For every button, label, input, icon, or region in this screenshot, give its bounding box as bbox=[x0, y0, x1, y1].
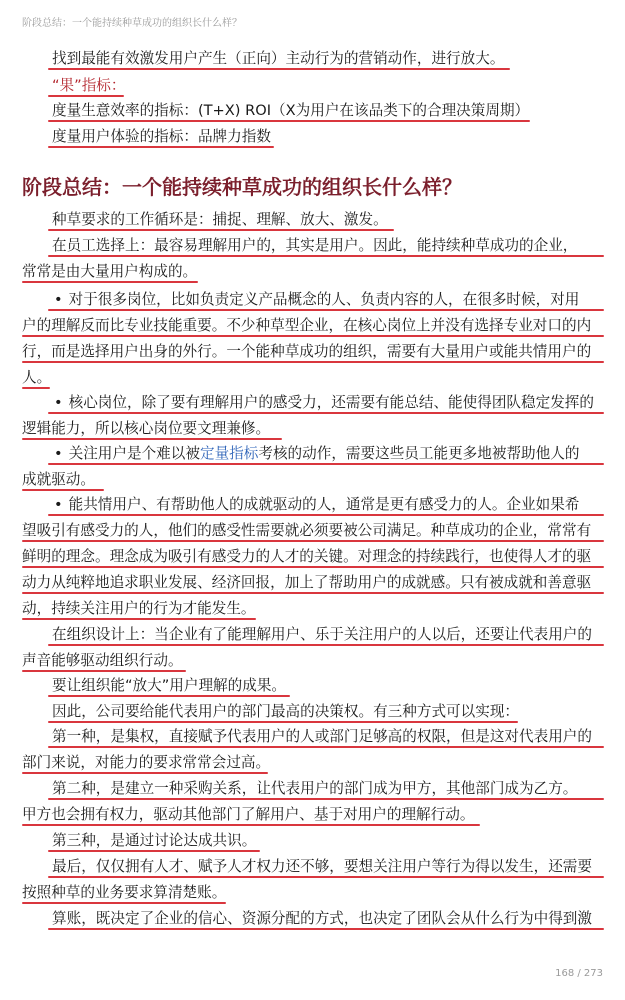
highlight-underline bbox=[22, 824, 480, 826]
text-line: 在员工选择上：最容易理解用户的，其实是用户。因此，能持续种草成功的企业， bbox=[52, 237, 578, 254]
fruit-indicator-label: “果”指标： bbox=[52, 77, 126, 94]
highlight-underline bbox=[48, 120, 530, 122]
highlight-underline bbox=[22, 438, 282, 440]
highlight-underline bbox=[48, 255, 604, 257]
text-line: 第一种，是集权，直接赋予代表用户的人或部门足够高的权限，但是这对代表用户的 bbox=[52, 728, 592, 745]
highlight-underline bbox=[22, 540, 604, 542]
highlight-underline bbox=[22, 902, 226, 904]
text-line: 甲方也会拥有权力，驱动其他部门了解用户、基于对用户的理解行动。 bbox=[22, 806, 475, 823]
text-line: 动，持续关注用户的行为才能发生。 bbox=[22, 600, 256, 617]
text-line: 度量生意效率的指标：(T+X) ROI（X为用户在该品类下的合理决策周期） bbox=[52, 102, 530, 119]
text-line: 行，而是选择用户出身的外行。一个能种草成功的组织，需要有大量用户或能共情用户的 bbox=[22, 343, 592, 360]
text-line: 第二种，是建立一种采购关系，让代表用户的部门成为甲方，其他部门成为乙方。 bbox=[52, 780, 578, 797]
quantitative-indicator-link[interactable]: 定量指标 bbox=[199, 445, 259, 462]
text-line: 望吸引有感受力的人，他们的感受性需要就必须要被公司满足。种草成功的企业，常常有 bbox=[22, 522, 592, 539]
page-indicator: 168 / 273 bbox=[555, 968, 603, 979]
highlight-underline bbox=[48, 928, 604, 930]
highlight-underline bbox=[22, 281, 198, 283]
text-line: 要让组织能“放大”用户理解的成果。 bbox=[52, 677, 287, 694]
highlight-underline bbox=[48, 146, 274, 148]
text-line: 按照种草的业务要求算清楚账。 bbox=[22, 884, 227, 901]
highlight-underline bbox=[48, 876, 604, 878]
text-line: 最后，仅仅拥有人才、赋予人才权力还不够，要想关注用户等行为得以发生，还需要 bbox=[52, 858, 592, 875]
highlight-underline bbox=[48, 309, 604, 311]
list-item: • 关注用户是个难以被定量指标考核的动作，需要这些员工能更多地被帮助他人的 bbox=[0, 441, 625, 467]
highlight-underline bbox=[48, 850, 260, 852]
highlight-underline bbox=[48, 95, 124, 97]
text-line: 鲜明的理念。理念成为吸引有感受力的人才的关键。对理念的持续践行，也使得人才的驱 bbox=[22, 548, 592, 565]
highlight-underline bbox=[22, 489, 104, 491]
text-line: 种草要求的工作循环是：捕捉、理解、放大、激发。 bbox=[52, 211, 388, 228]
highlight-underline bbox=[48, 721, 518, 723]
text-line: 找到最能有效激发用户产生（正向）主动行为的营销动作，进行放大。 bbox=[52, 50, 505, 67]
highlight-underline bbox=[22, 592, 604, 594]
list-item: • 核心岗位，除了要有理解用户的感受力，还需要有能总结、能使得团队稳定发挥的 bbox=[54, 394, 594, 411]
text-line: 度量用户体验的指标：品牌力指数 bbox=[52, 128, 271, 145]
highlight-underline bbox=[22, 772, 268, 774]
highlight-underline bbox=[22, 670, 186, 672]
list-item: • 能共情用户、有帮助他人的成就驱动的人，通常是更有感受力的人。企业如果希 bbox=[54, 496, 580, 513]
highlight-underline bbox=[48, 695, 290, 697]
highlight-underline bbox=[48, 746, 604, 748]
highlight-underline bbox=[48, 412, 604, 414]
highlight-underline bbox=[48, 229, 394, 231]
text-line: 部门来说，对能力的要求常常会过高。 bbox=[22, 754, 271, 771]
highlight-underline bbox=[22, 566, 604, 568]
text-line: 因此，公司要给能代表用户的部门最高的决策权。有三种方式可以实现： bbox=[52, 703, 520, 720]
highlight-underline bbox=[48, 798, 604, 800]
highlight-underline bbox=[48, 644, 604, 646]
text-line: 户的理解反而比专业技能重要。不少种草型企业，在核心岗位上并没有选择专业对口的内 bbox=[22, 317, 592, 334]
text-line: 声音能够驱动组织行动。 bbox=[22, 652, 183, 669]
text-line: 逻辑能力，所以核心岗位要文理兼修。 bbox=[22, 420, 271, 437]
highlight-underline bbox=[22, 361, 604, 363]
highlight-underline bbox=[22, 335, 604, 337]
section-heading: 阶段总结：一个能持续种草成功的组织长什么样？ bbox=[22, 175, 462, 199]
text-line: 人。 bbox=[22, 369, 52, 386]
highlight-underline bbox=[48, 463, 604, 465]
list-item: • 对于很多岗位，比如负责定义产品概念的人、负责内容的人，在很多时候，对用 bbox=[54, 291, 580, 308]
chapter-header: 阶段总结：一个能持续种草成功的组织长什么样？ bbox=[22, 18, 242, 29]
text-line: 常常是由大量用户构成的。 bbox=[22, 263, 198, 280]
text-line: 第三种，是通过讨论达成共识。 bbox=[52, 832, 257, 849]
highlight-underline bbox=[48, 68, 510, 70]
text-line: 算账，既决定了企业的信心、资源分配的方式，也决定了团队会从什么行为中得到激 bbox=[52, 910, 592, 927]
text-line: 动力从纯粹地追求职业发展、经济回报，加上了帮助用户的成就感。只有被成就和善意驱 bbox=[22, 574, 592, 591]
text-line: 成就驱动。 bbox=[22, 471, 95, 488]
highlight-underline bbox=[48, 514, 604, 516]
highlight-underline bbox=[22, 387, 50, 389]
text-line: 在组织设计上：当企业有了能理解用户、乐于关注用户的人以后，还要让代表用户的 bbox=[52, 626, 592, 643]
highlight-underline bbox=[22, 618, 256, 620]
